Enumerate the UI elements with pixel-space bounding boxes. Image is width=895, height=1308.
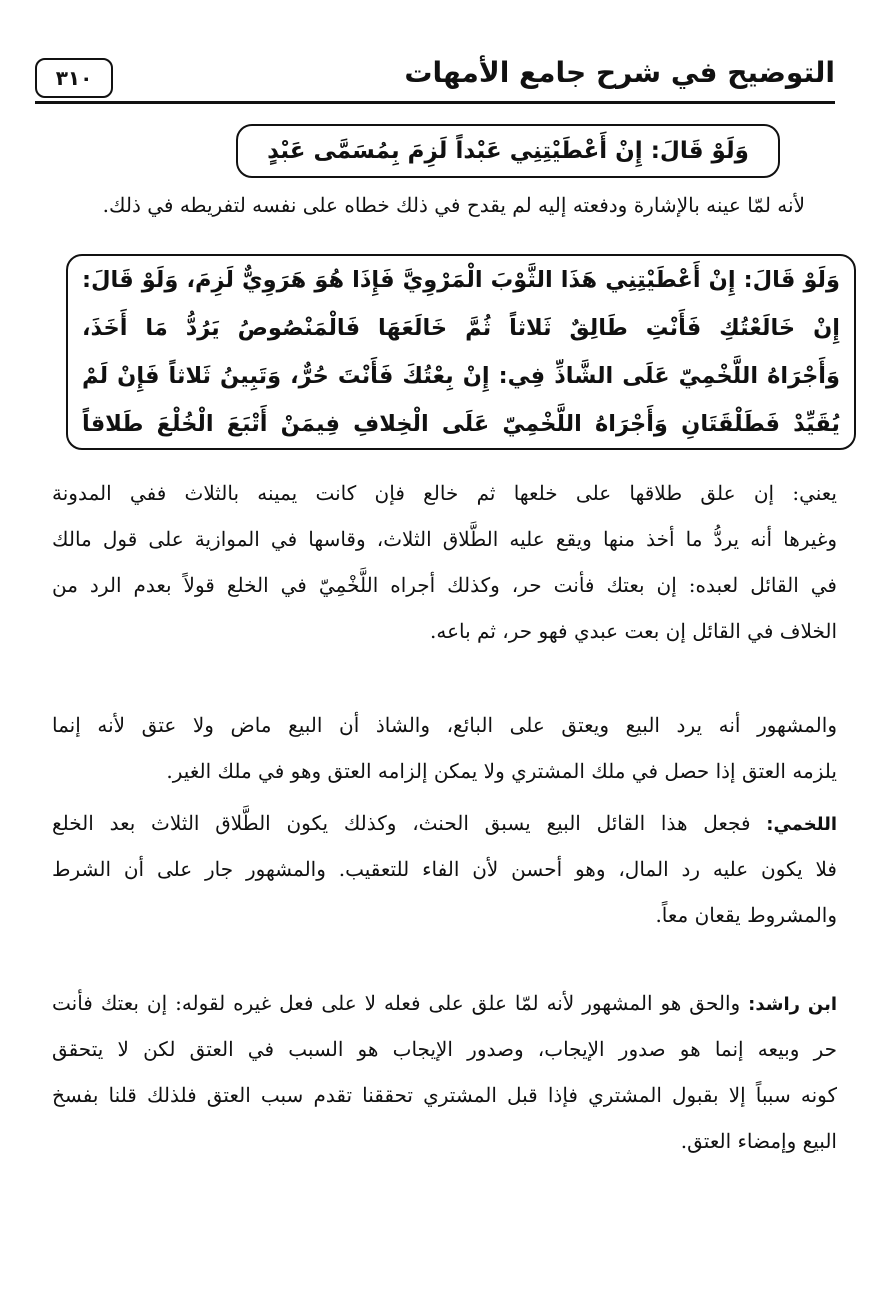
text-line: يعني: إن علق طلاقها على خلعها ثم خالع فإن كانت يمينه بالثلاث ففي المدونة	[52, 481, 837, 505]
text-line: كونه سبباً إلا بقبول المشتري فإذا قبل المشتري تحققنا تقدم سبب العتق فلذلك قلنا بفسخ	[52, 1083, 837, 1107]
running-title: التوضيح في شرح جامع الأمهات	[404, 56, 835, 89]
matn-line: وَلَوْ قَالَ: إِنْ أَعْطَيْتِنِي هَذَا الثَّوْبَ الْمَرْوِيَّ فَإِذَا هُوَ هَرَوِيٌّ لَزِمَ، وَلَوْ قَالَ:	[82, 267, 840, 293]
text-line: والمشهور أنه يرد البيع ويعتق على البائع، والشاذ أن البيع ماض ولا عتق لأنه إنما	[52, 713, 837, 737]
speaker-label: ابن راشد:	[748, 994, 837, 1015]
text-line: الخلاف في القائل إن بعت عبدي فهو حر، ثم باعه.	[430, 619, 837, 643]
commentary-paragraph-3	[52, 800, 837, 938]
commentary-paragraph-2	[52, 702, 837, 794]
matn-box-1: وَلَوْ قَالَ: إِنْ أَعْطَيْتِنِي عَبْداً لَزِمَ بِمُسَمَّى عَبْدٍ	[236, 124, 780, 178]
speaker-label: اللخمي:	[766, 814, 837, 835]
header-rule	[35, 101, 835, 104]
text-line: يلزمه العتق إذا حصل في ملك المشتري ولا يمكن إلزامه العتق وهو في ملك الغير.	[166, 759, 837, 783]
matn-line: يُقَيِّدْ فَطَلْقَتَانِ وَأَجْرَاهُ اللَّخْمِيّ عَلَى الْخِلافِ فِيمَنْ أَتْبَعَ الْخُلْعَ طَلاقاً	[82, 411, 840, 437]
text-line: فلا يكون عليه رد المال، وهو أحسن لأن الفاء للتعقيب. والمشهور جار على أن الشرط	[52, 857, 837, 881]
page-number: ٣١٠	[35, 58, 113, 98]
matn-line: إِنْ خَالَعْتُكِ فَأَنْتِ طَالِقٌ ثَلاثاً ثُمَّ خَالَعَهَا فَالْمَنْصُوصُ يَرُدُّ مَا أَخَذَ،	[82, 315, 840, 341]
text-line: والحق هو المشهور لأنه لمّا علق على فعله لا على فعل غيره لقوله: إن بعتك فأنت	[52, 991, 741, 1015]
text-line: وغيرها أنه يردُّ ما أخذ منها ويقع عليه الطَّلاق الثلاث، وقاسها في الموازية على قول مالك	[52, 527, 837, 551]
text-line: حر وبيعه إنما هو صدور الإيجاب، وصدور الإيجاب هو السبب في العتق لكن لا يتحقق	[52, 1037, 837, 1061]
page-header	[35, 52, 835, 104]
matn-line: وَأَجْرَاهُ اللَّخْمِيّ عَلَى الشَّاذِّ فِي: إِنْ بِعْتُكَ فَأَنْتَ حُرٌّ، وَتَبِينُ ثَلاثاً فَإِنْ لَمْ	[82, 363, 840, 389]
text-line: في القائل لعبده: إن بعتك فأنت حر، وكذلك أجراه اللَّخْمِيّ في الخلع قولاً بعدم الرد من	[52, 573, 837, 597]
commentary-intro: لأنه لمّا عينه بالإشارة ودفعته إليه لم يقدح في ذلك خطاه على نفسه لتفريطه في ذلك.	[102, 193, 805, 217]
commentary-paragraph-1	[52, 470, 837, 654]
text-line: فجعل هذا القائل البيع يسبق الحنث، وكذلك يكون الطَّلاق الثلاث بعد الخلع	[52, 811, 751, 835]
commentary-paragraph-4	[52, 980, 837, 1164]
text-line: والمشروط يقعان معاً.	[655, 903, 837, 927]
text-line: البيع وإمضاء العتق.	[680, 1129, 837, 1153]
matn-box-2	[66, 254, 856, 450]
